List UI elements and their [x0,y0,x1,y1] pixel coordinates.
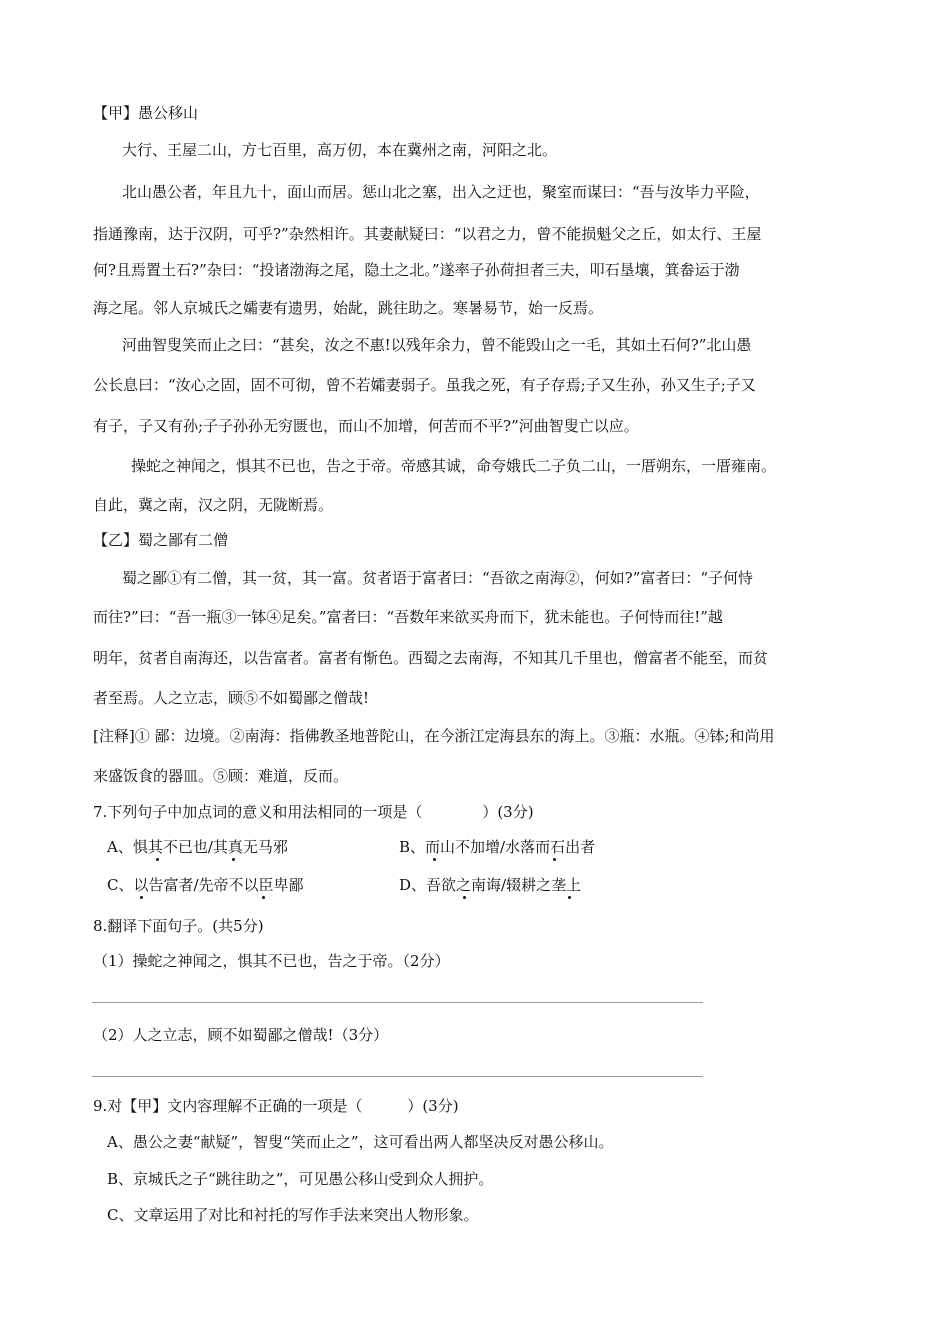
answer-line[interactable] [92,1002,703,1003]
emphasis-dot [433,858,436,861]
passage-a-line: 操蛇之神闻之，惧其不已也，告之于帝。帝感其诚，命夸娥氏二子负二山，一厝朔东，一厝雍南。 [131,457,777,475]
passage-b-title: 【乙】蜀之鄙有二僧 [93,531,229,549]
passage-a-line: 有子，子又有孙;子子孙孙无穷匮也，而山不加增，何苦而不平?”河曲智叟亡以应。 [93,417,639,435]
emphasis-dot [553,858,556,861]
question-8-stem: 8.翻译下面句子。(共5分) [93,917,264,935]
emphasis-dot [156,858,159,861]
answer-line[interactable] [92,1076,703,1077]
emphasis-dot [568,896,571,899]
passage-a-line: 自此，冀之南，汉之阴，无陇断焉。 [93,496,334,514]
question-7-option-a: A、惧其不已也/其真无马邪 [107,838,288,856]
passage-b-line: 者至焉。人之立志，顾⑤不如蜀鄙之僧哉! [93,689,370,707]
question-8-sentence-2: （2）人之立志，顾不如蜀鄙之僧哉!（3分） [93,1026,389,1044]
question-7-option-b: B、而山不加增/水落而石出者 [399,838,596,856]
passage-a-line: 海之尾。邻人京城氏之孀妻有遗男，始龀，跳往助之。寒暑易节，始一反焉。 [93,299,604,317]
passage-b-line: 蜀之鄙①有二僧，其一贫，其一富。贫者语于富者曰：“吾欲之南海②，何如?”富者曰：“子何恃 [122,569,754,587]
passage-a-line: 大行、王屋二山，方七百里，高万仞，本在冀州之南，河阳之北。 [122,141,558,159]
passage-a-line: 公长息曰：“汝心之固，固不可彻，曾不若孀妻弱子。虽我之死，有子存焉;子又生孙，孙又生子;子又 [93,376,756,394]
emphasis-dot [262,896,265,899]
annotation-line: [注释]① 鄙：边境。②南海：指佛教圣地普陀山，在今浙江定海县东的海上。③瓶：水瓶。④钵;和尚用 [93,727,775,745]
question-8-sentence-1: （1）操蛇之神闻之，惧其不已也，告之于帝。（2分） [93,952,450,970]
passage-b-line: 明年，贫者自南海还，以告富者。富者有惭色。西蜀之去南海，不知其几千里也，僧富者不能至，而贫 [93,649,769,667]
passage-a-line: 北山愚公者，年且九十，面山而居。惩山北之塞，出入之迂也，聚室而谋曰：“吾与汝毕力平险， [122,183,760,201]
question-9-stem: 9.对【甲】文内容理解不正确的一项是（ ）(3分) [93,1097,459,1115]
question-9-option-a: A、愚公之妻“献疑”，智叟“笑而止之”，这可看出两人都坚决反对愚公移山。 [107,1133,614,1151]
question-7-option-d: D、吾欲之南诲/辍耕之垄上 [399,876,582,894]
passage-a-line: 指通豫南，达于汉阴，可乎?”杂然相许。其妻献疑曰：“以君之力，曾不能损魁父之丘，如太行、王屋 [93,225,762,243]
passage-a-line: 河曲智叟笑而止之曰：“甚矣，汝之不惠!以残年余力，曾不能毁山之一毛，其如土石何?”北山愚 [122,336,752,354]
passage-b-line: 而往?”曰：“吾一瓶③一钵④足矣。”富者曰：“吾数年来欲买舟而下，犹未能也。子何恃而往!”越 [93,608,723,626]
question-7-option-c: C、以告富者/先帝不以臣卑鄙 [107,876,304,894]
emphasis-dot [140,896,143,899]
passage-a-line: 何?且焉置土石?”杂曰：“投诸渤海之尾，隐土之北。”遂率子孙荷担者三夫，叩石垦壤，箕畚运于渤 [93,261,740,279]
annotation-line: 来盛饭食的器皿。⑤顾：难道，反而。 [93,767,349,785]
emphasis-dot [463,896,466,899]
question-9-option-b: B、京城氏之子“跳往助之”，可见愚公移山受到众人拥护。 [107,1170,494,1188]
question-7-stem: 7.下列句子中加点词的意义和用法相同的一项是（ ）(3分) [93,803,534,821]
passage-a-title: 【甲】愚公移山 [93,104,199,122]
question-9-option-c: C、文章运用了对比和衬托的写作手法来突出人物形象。 [107,1206,479,1224]
emphasis-dot [232,858,235,861]
